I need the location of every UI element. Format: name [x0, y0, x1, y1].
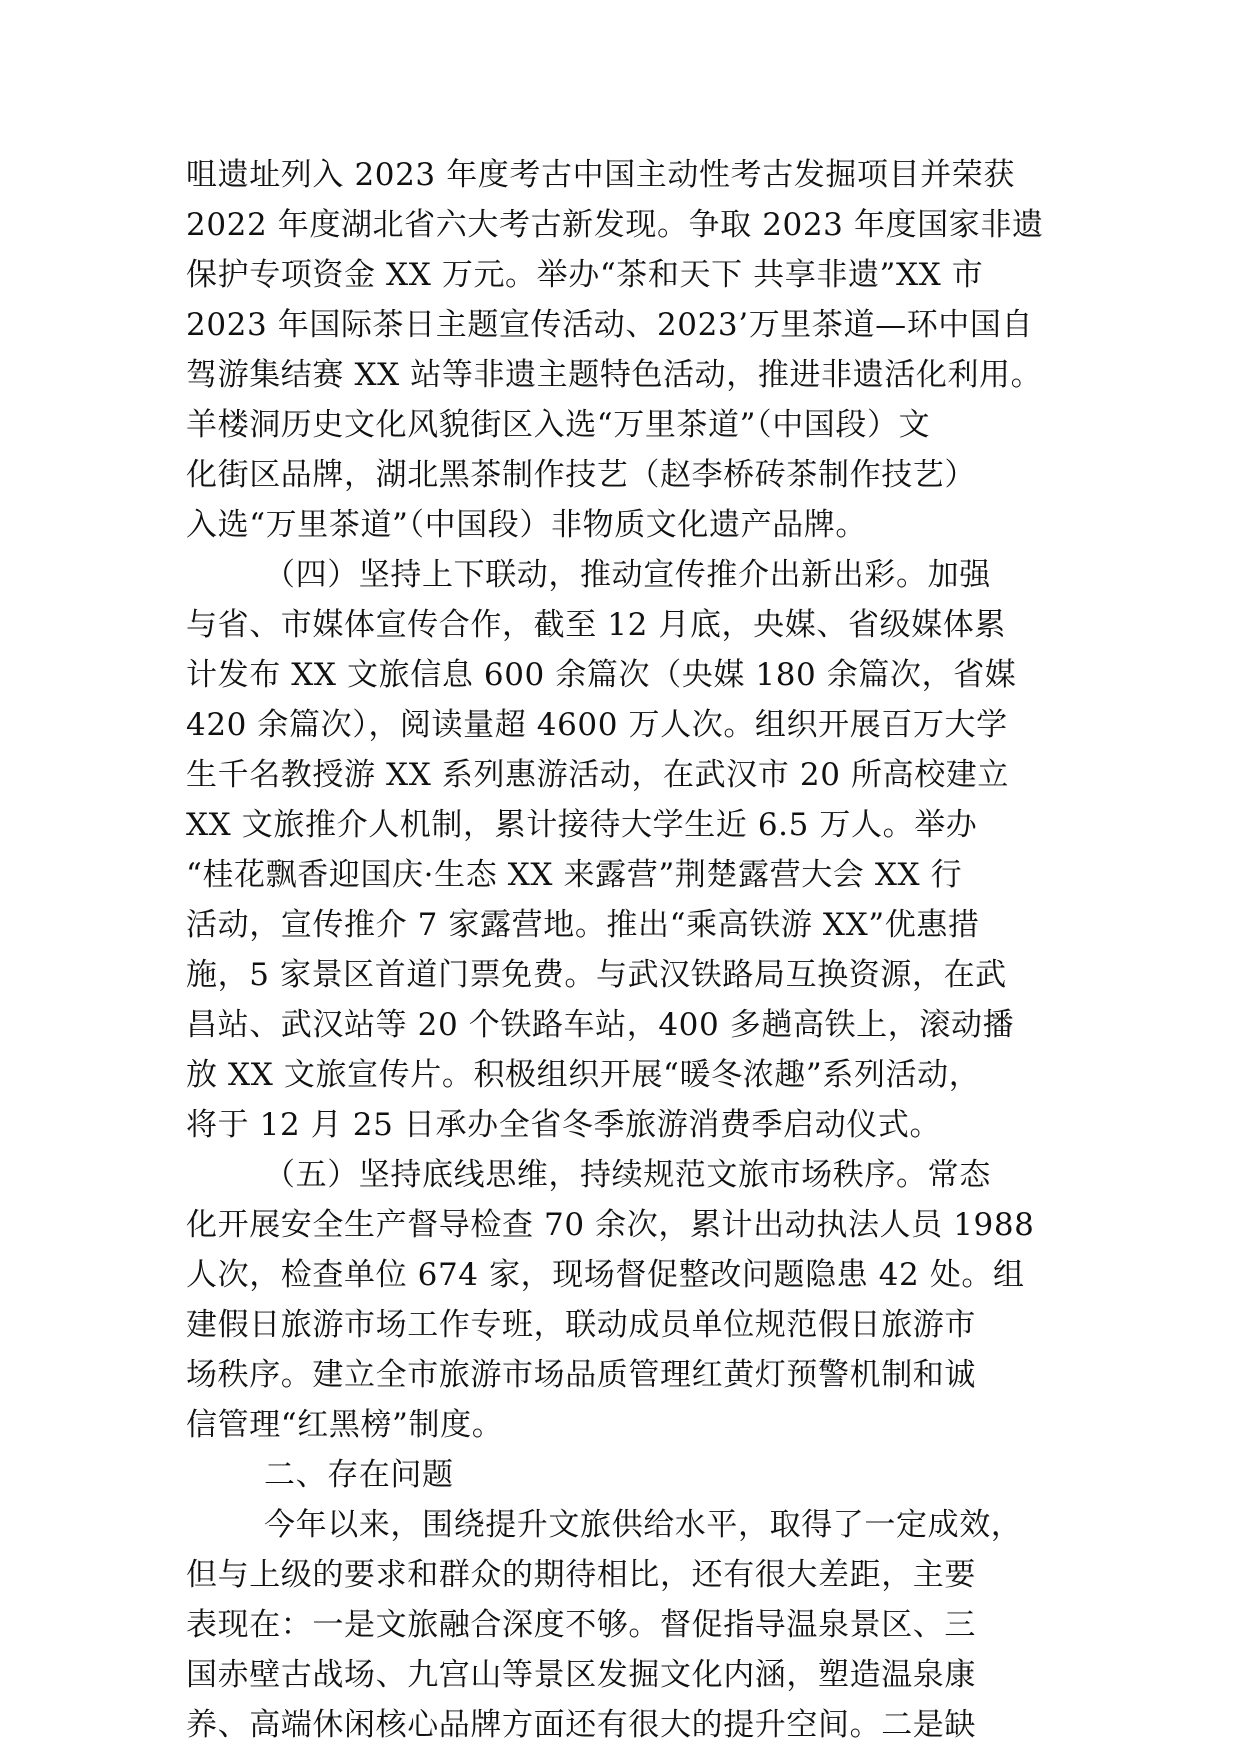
text-line: 计发布 XX 文旅信息 600 余篇次（央媒 180 余篇次，省媒	[186, 657, 1017, 693]
text-line: 施，5 家景区首道门票免费。与武汉铁路局互换资源，在武	[186, 957, 1007, 993]
text-line: 活动，宣传推介 7 家露营地。推出“乘高铁游 XX”优惠措	[186, 907, 980, 943]
text-line: 化开展安全生产督导检查 70 余次，累计出动执法人员 1988	[186, 1207, 1035, 1243]
text-line: （四）坚持上下联动，推动宣传推介出新出彩。加强	[264, 557, 991, 593]
text-line: 昌站、武汉站等 20 个铁路车站，400 多趟高铁上，滚动播	[186, 1007, 1015, 1043]
text-line: 2023 年国际茶日主题宣传活动、2023’万里茶道—环中国自	[186, 307, 1034, 343]
text-line: 国赤壁古战场、九宫山等景区发掘文化内涵，塑造温泉康	[186, 1657, 976, 1693]
text-line: 建假日旅游市场工作专班，联动成员单位规范假日旅游市	[186, 1307, 976, 1343]
text-line: 今年以来，围绕提升文旅供给水平，取得了一定成效，	[264, 1507, 1023, 1543]
text-line: 入选“万里茶道”（中国段）非物质文化遗产品牌。	[186, 507, 867, 543]
text-line: 将于 12 月 25 日承办全省冬季旅游消费季启动仪式。	[186, 1107, 942, 1143]
text-line: 信管理“红黑榜”制度。	[186, 1407, 504, 1443]
text-line: 养、高端休闲核心品牌方面还有很大的提升空间。二是缺	[186, 1707, 976, 1743]
text-line: （五）坚持底线思维，持续规范文旅市场秩序。常态	[264, 1157, 991, 1193]
text-line: 与省、市媒体宣传合作，截至 12 月底，央媒、省级媒体累	[186, 607, 1006, 643]
text-line: 420 余篇次），阅读量超 4600 万人次。组织开展百万大学	[186, 707, 1008, 743]
text-line: 化街区品牌，湖北黑茶制作技艺（赵李桥砖茶制作技艺）	[186, 457, 976, 493]
body-text	[186, 150, 1086, 1750]
text-line: 驾游集结赛 XX 站等非遗主题特色活动，推进非遗活化利用。	[186, 357, 1043, 393]
text-line: 人次，检查单位 674 家，现场督促整改问题隐患 42 处。组	[186, 1257, 1025, 1293]
text-line: 保护专项资金 XX 万元。举办“茶和天下 共享非遗”XX 市	[186, 257, 984, 293]
text-line: 2022 年度湖北省六大考古新发现。争取 2023 年度国家非遗	[186, 207, 1044, 243]
text-line: 但与上级的要求和群众的期待相比，还有很大差距，主要	[186, 1557, 976, 1593]
text-line: 羊楼洞历史文化风貌街区入选“万里茶道”（中国段）文	[186, 407, 931, 443]
text-line: XX 文旅推介人机制，累计接待大学生近 6.5 万人。举办	[186, 807, 978, 843]
text-line: “桂花飘香迎国庆·生态 XX 来露营”荆楚露营大会 XX 行	[186, 857, 963, 893]
text-line: 表现在：一是文旅融合深度不够。督促指导温泉景区、三	[186, 1607, 976, 1643]
text-line: 生千名教授游 XX 系列惠游活动，在武汉市 20 所高校建立	[186, 757, 1009, 793]
text-line: 二、存在问题	[264, 1457, 454, 1493]
text-line: 咀遗址列入 2023 年度考古中国主动性考古发掘项目并荣获	[186, 157, 1015, 193]
text-line: 场秩序。建立全市旅游市场品质管理红黄灯预警机制和诚	[186, 1357, 976, 1393]
text-line: 放 XX 文旅宣传片。积极组织开展“暖冬浓趣”系列活动，	[186, 1057, 981, 1093]
